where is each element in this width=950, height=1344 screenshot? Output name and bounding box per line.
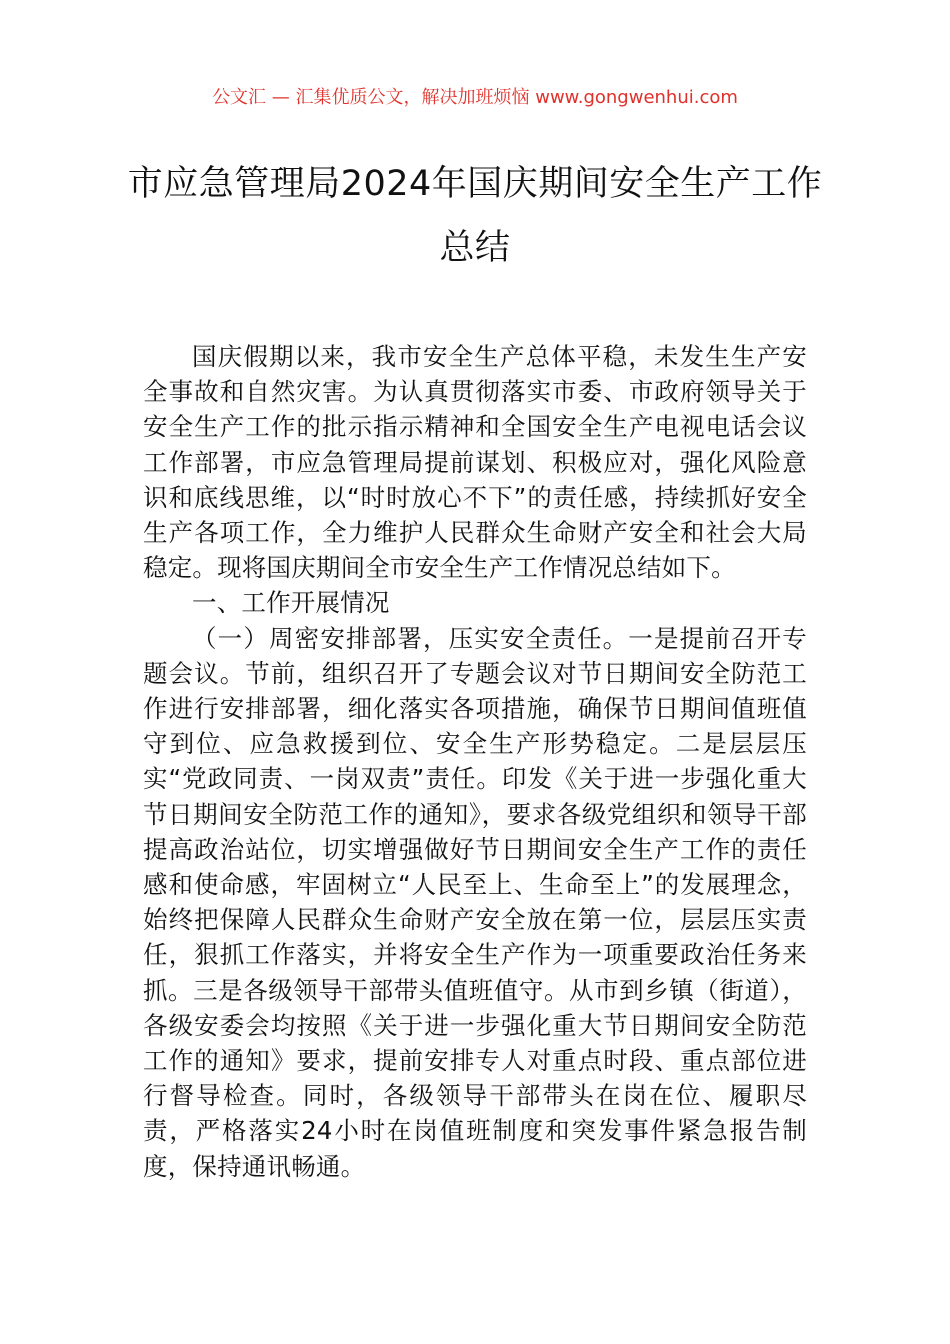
paragraph-intro: 国庆假期以来，我市安全生产总体平稳，未发生生产安全事故和自然灾害。为认真贯彻落实市委、市政府领导关于安全生产工作的批示指示精神和全国安全生产电视电话会议工作部署，市应急管理局提前谋划、积极应对，强化风险意识和底线思维，以“时时放心不下”的责任感，持续抓好安全生产各项工作，全力维护人民群众生命财产安全和社会大局稳定。现将国庆期间全市安全生产工作情况总结如下。 bbox=[143, 342, 807, 583]
document-title: 市应急管理局2024年国庆期间安全生产工作总结 bbox=[127, 164, 823, 268]
paragraph-section-1: （一）周密安排部署，压实安全责任。一是提前召开专题会议。节前，组织召开了专题会议对节日期间安全防范工作进行安排部署，细化落实各项措施，确保节日期间值班值守到位、应急救援到位、安全生产形势稳定。二是层层压实“党政同责、一岗双责”责任。印发《关于进一步强化重大节日期间安全防范工作的通知》，要求各级党组织和领导干部提高政治站位，切实增强做好节日期间安全生产工作的责任感和使命感，牢固树立“人民至上、生命至上”的发展理念，始终把保障人民群众生命财产安全放在第一位，层层压实责任，狠抓工作落实，并将安全生产作为一项重要政治任务来抓。三是各级领导干部带头值班值守。从市到乡镇（街道），各级安委会均按照《关于进一步强化重大节日期间安全防范工作的通知》要求，提前安排专人对重点时段、重点部位进行督导检查。同时，各级领导干部带头在岗在位、履职尽责，严格落实24小时在岗值班制度和突发事件紧急报告制度，保持通讯畅通。 bbox=[143, 623, 807, 1181]
header-banner: 公文汇 — 汇集优质公文，解决加班烦恼 www.gongwenhui.com bbox=[212, 87, 738, 108]
section-heading: 一、工作开展情况 bbox=[192, 588, 390, 618]
document-body bbox=[143, 339, 807, 1184]
